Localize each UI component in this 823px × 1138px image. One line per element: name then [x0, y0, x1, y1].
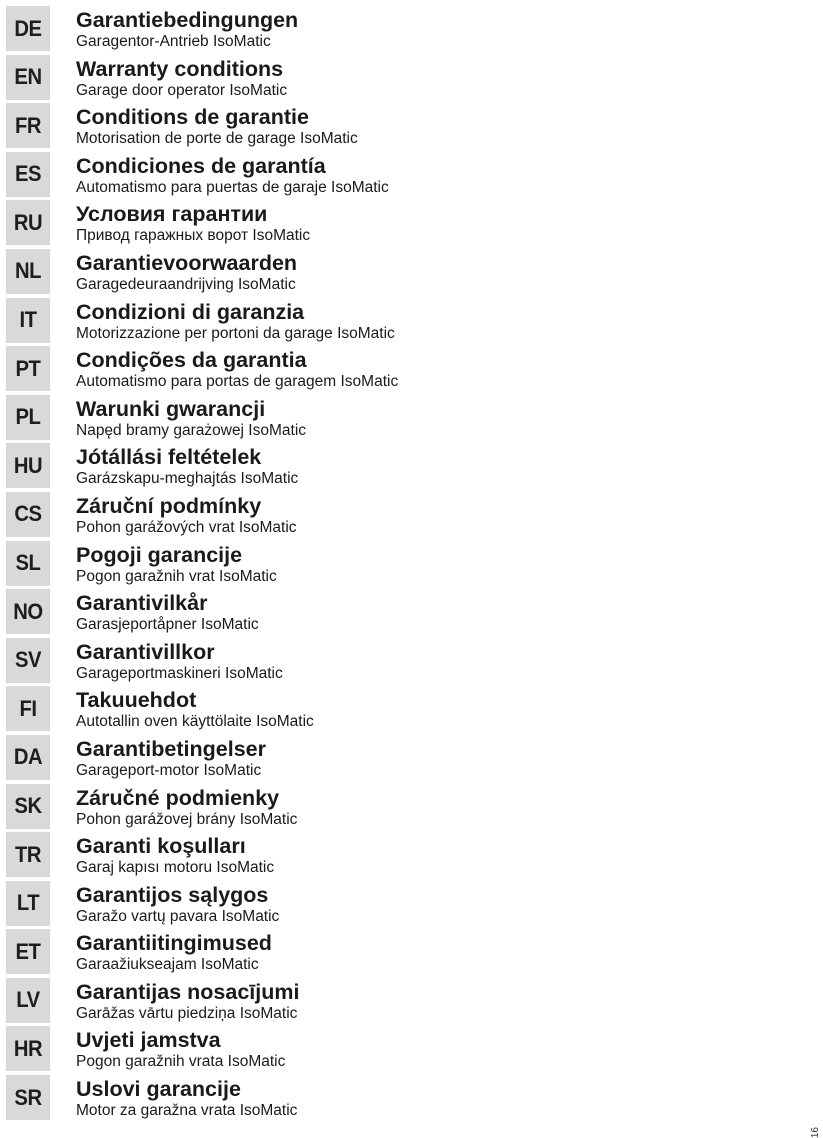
entry-title: Conditions de garantie [76, 105, 309, 130]
entry-title: Garantibetingelser [76, 736, 266, 761]
language-entry [0, 346, 800, 395]
language-entry [0, 395, 800, 444]
language-entry [0, 589, 800, 638]
language-entry [0, 152, 800, 201]
language-entry [0, 735, 800, 784]
entry-subtitle: Motorizzazione per portoni da garage IsoMatic [76, 324, 395, 342]
entry-subtitle: Napęd bramy garażowej IsoMatic [76, 421, 307, 439]
language-code-badge: SL [6, 541, 50, 586]
entry-title: Garantiitingimused [76, 931, 272, 956]
language-code-badge: ET [6, 929, 50, 974]
entry-title: Uvjeti jamstva [76, 1028, 221, 1053]
language-code-badge: TR [6, 832, 50, 877]
language-entry [0, 443, 800, 492]
language-entry [0, 55, 800, 104]
language-code-badge: SK [6, 784, 50, 829]
entry-title: Warranty conditions [76, 56, 284, 81]
entry-title: Garantivilkår [76, 591, 208, 616]
entry-subtitle: Garasjeportåpner IsoMatic [76, 616, 259, 634]
language-entry [0, 249, 800, 298]
entry-title: Garantijos sąlygos [76, 882, 269, 907]
language-entry [0, 298, 800, 347]
language-entry [0, 103, 800, 152]
language-code-badge: LT [6, 881, 50, 926]
entry-subtitle: Garageport-motor IsoMatic [76, 761, 262, 779]
language-code-badge: DE [6, 6, 50, 51]
entry-title: Garantievoorwaarden [76, 250, 298, 275]
entry-subtitle: Garaj kapısı motoru IsoMatic [76, 859, 275, 877]
entry-title: Garantijas nosacījumi [76, 979, 300, 1004]
language-entry [0, 6, 800, 55]
language-code-badge: HR [6, 1026, 50, 1071]
language-code-badge: NL [6, 249, 50, 294]
language-code-badge: PL [6, 395, 50, 440]
language-code-badge: IT [6, 298, 50, 343]
language-entry [0, 492, 800, 541]
language-entry [0, 1075, 800, 1124]
language-entry [0, 200, 800, 249]
language-code-badge: CS [6, 492, 50, 537]
entry-subtitle: Automatismo para puertas de garaje IsoMatic [76, 178, 389, 196]
entry-title: Condiciones de garantía [76, 153, 326, 178]
language-entry [0, 686, 800, 735]
entry-subtitle: Garageportmaskineri IsoMatic [76, 664, 283, 682]
language-entry [0, 832, 800, 881]
side-note: 16 [810, 1127, 821, 1138]
entry-subtitle: Garagentor-Antrieb IsoMatic [76, 33, 271, 50]
language-entry [0, 638, 800, 687]
entry-subtitle: Garázskapu-meghajtás IsoMatic [76, 470, 299, 488]
language-code-badge: EN [6, 55, 50, 100]
entry-subtitle: Automatismo para portas de garagem IsoMatic [76, 373, 399, 391]
language-code-badge: FR [6, 103, 50, 148]
language-entry [0, 929, 800, 978]
entry-subtitle: Garažo vartų pavara IsoMatic [76, 907, 280, 925]
entry-subtitle: Garage door operator IsoMatic [76, 81, 288, 99]
language-code-badge: ES [6, 152, 50, 197]
language-code-badge: HU [6, 443, 50, 488]
language-code-badge: SV [6, 638, 50, 683]
entry-subtitle: Pohon garážových vrat IsoMatic [76, 518, 297, 536]
language-code-badge: SR [6, 1075, 50, 1120]
entry-title: Garantiebedingungen [76, 8, 299, 32]
entry-subtitle: Motor za garažna vrata IsoMatic [76, 1102, 298, 1120]
entry-subtitle: Autotallin oven käyttölaite IsoMatic [76, 713, 314, 731]
language-entry [0, 1026, 800, 1075]
entry-title: Условия гарантии [76, 202, 268, 227]
language-entry [0, 784, 800, 833]
language-code-badge: PT [6, 346, 50, 391]
entry-title: Pogoji garancije [76, 542, 243, 567]
language-entry [0, 541, 800, 590]
entry-subtitle: Garāžas vārtu piedziņa IsoMatic [76, 1004, 298, 1022]
entry-title: Condizioni di garanzia [76, 299, 305, 324]
entry-title: Jótállási feltételek [76, 445, 262, 470]
language-list [0, 6, 800, 1124]
entry-subtitle: Garaažiukseajam IsoMatic [76, 956, 259, 974]
entry-title: Uslovi garancije [76, 1077, 241, 1102]
entry-title: Záručné podmienky [76, 785, 280, 810]
entry-title: Warunki gwarancji [76, 396, 266, 421]
entry-title: Takuuehdot [76, 688, 197, 713]
entry-title: Garanti koşulları [76, 834, 246, 859]
entry-subtitle: Motorisation de porte de garage IsoMatic [76, 130, 358, 148]
entry-subtitle: Pogon garažnih vrat IsoMatic [76, 567, 277, 585]
entry-subtitle: Pohon garážovej brány IsoMatic [76, 810, 298, 828]
language-entry [0, 881, 800, 930]
entry-subtitle: Pogon garažnih vrata IsoMatic [76, 1053, 286, 1071]
entry-subtitle: Привод гаражных ворот IsoMatic [76, 227, 311, 245]
language-code-badge: FI [6, 686, 50, 731]
language-code-badge: DA [6, 735, 50, 780]
language-code-badge: RU [6, 200, 50, 245]
entry-title: Condições da garantia [76, 348, 307, 373]
entry-title: Záruční podmínky [76, 493, 262, 518]
entry-subtitle: Garagedeuraandrijving IsoMatic [76, 275, 296, 293]
entry-title: Garantivillkor [76, 639, 215, 664]
language-code-badge: LV [6, 978, 50, 1023]
language-code-badge: NO [6, 589, 50, 634]
language-entry [0, 978, 800, 1027]
